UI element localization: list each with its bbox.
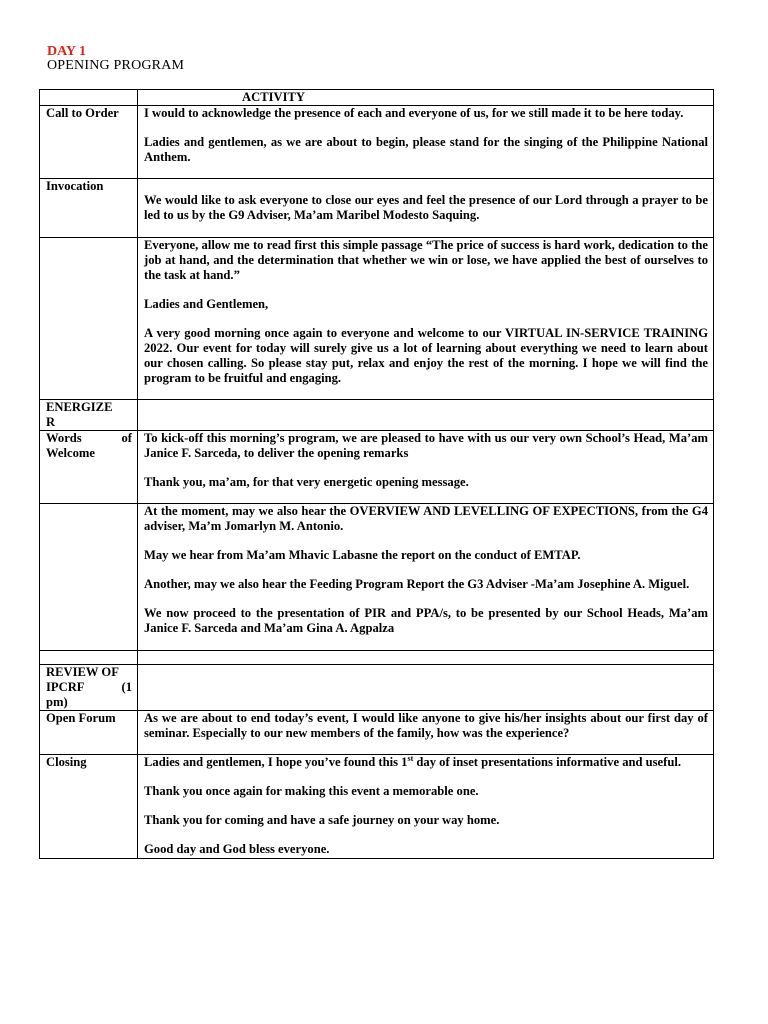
- table-row: [40, 106, 714, 179]
- table-row: [40, 665, 714, 711]
- activity-cell: [138, 238, 714, 400]
- segment-review-word2: (1: [121, 680, 132, 694]
- activity-paragraph: A very good morning once again to everyone and welcome to our VIRTUAL IN-SERVICE TRAINING 2022. Our event for today will surely give us a lot of learning about everything we need to learn about our chosen calling. So please stay put, relax and enjoy the rest of the morning. I hope we will find the program to be fruitful and engaging.: [144, 326, 708, 385]
- activity-cell: [138, 665, 714, 711]
- activity-cell: [138, 755, 714, 859]
- closing-text-before: Ladies and gentlemen, I hope you’ve found this 1: [144, 755, 408, 769]
- activity-paragraph: Another, may we also hear the Feeding Program Report the G3 Adviser -Ma’am Josephine A. Miguel.: [144, 577, 690, 591]
- segment-energizer: [40, 400, 138, 431]
- segment-review-line3: pm): [46, 695, 68, 709]
- day-label: DAY 1: [47, 44, 87, 59]
- segment-welcome-word1: Words: [46, 431, 82, 445]
- segment-review-of-ipcrf: [40, 665, 138, 711]
- program-title: OPENING PROGRAM: [47, 58, 185, 73]
- segment-welcome-line1: [46, 431, 132, 446]
- table-row: [40, 238, 714, 400]
- activity-paragraph: As we are about to end today’s event, I would like anyone to give his/her insights about our first day of seminar. Especially to our new members of the family, how was the experience?: [144, 711, 708, 740]
- activity-paragraph: At the moment, may we also hear the OVERVIEW AND LEVELLING OF EXPECTIONS, from the G4 adviser, Ma’m Jomarlyn M. Antonio.: [144, 504, 708, 533]
- activity-cell: [138, 400, 714, 431]
- activity-cell: [138, 504, 714, 651]
- activity-paragraph: I would to acknowledge the presence of each and everyone of us, for we still made it to be here today.: [144, 106, 684, 120]
- table-row: [40, 400, 714, 431]
- segment-empty: [40, 238, 138, 400]
- activity-header: ACTIVITY: [138, 90, 714, 106]
- table-header-row: [40, 90, 714, 106]
- activity-paragraph: Everyone, allow me to read first this simple passage “The price of success is hard work, dedication to the job at hand, and the determination that whether we win or lose, we have applied the best of ourselves to the task at hand.”: [144, 238, 708, 282]
- activity-paragraph: [144, 755, 708, 770]
- segment-review-line1: REVIEW OF: [46, 665, 119, 679]
- activity-cell: [138, 431, 714, 504]
- activity-paragraph: Thank you, ma’am, for that very energetic opening message.: [144, 475, 469, 489]
- segment-energizer-line1: ENERGIZE: [46, 400, 113, 414]
- activity-paragraph: Thank you once again for making this event a memorable one.: [144, 784, 479, 798]
- segment-energizer-line2: R: [46, 415, 56, 429]
- segment-welcome-line2: Welcome: [46, 446, 95, 460]
- activity-paragraph: May we hear from Ma’am Mhavic Labasne the report on the conduct of EMTAP.: [144, 548, 581, 562]
- segment-empty: [40, 504, 138, 651]
- activity-paragraph: Ladies and Gentlemen,: [144, 297, 269, 311]
- activity-paragraph: Ladies and gentlemen, as we are about to begin, please stand for the singing of the Philippine National Anthem.: [144, 135, 708, 164]
- table-row: [40, 431, 714, 504]
- program-table: [39, 89, 714, 859]
- table-row: [40, 179, 714, 238]
- activity-paragraph: To kick-off this morning’s program, we are pleased to have with us our very own School’s Head, Ma’am Janice F. Sarceda, to deliver the opening remarks: [144, 431, 708, 460]
- activity-paragraph: Good day and God bless everyone.: [144, 842, 330, 856]
- ordinal-suffix: st: [407, 754, 414, 763]
- segment-words-of-welcome: [40, 431, 138, 504]
- segment-empty: [40, 651, 138, 665]
- segment-open-forum: Open Forum: [40, 711, 138, 755]
- table-row: [40, 711, 714, 755]
- segment-review-line2: [46, 680, 132, 695]
- segment-welcome-word2: of: [121, 431, 132, 445]
- table-row: [40, 651, 714, 665]
- segment-invocation: Invocation: [40, 179, 138, 238]
- table-row: [40, 504, 714, 651]
- activity-paragraph: Thank you for coming and have a safe journey on your way home.: [144, 813, 500, 827]
- segment-closing: Closing: [40, 755, 138, 859]
- activity-cell: [138, 651, 714, 665]
- activity-paragraph: We now proceed to the presentation of PIR and PPA/s, to be presented by our School Heads, Ma’am Janice F. Sarceda and Ma’am Gina A. Agpalza: [144, 606, 708, 635]
- closing-text-after: day of inset presentations informative and useful.: [413, 755, 681, 769]
- activity-paragraph: We would like to ask everyone to close our eyes and feel the presence of our Lord through a prayer to be led to us by the G9 Adviser, Ma’am Maribel Modesto Saquing.: [144, 193, 708, 222]
- segment-call-to-order: Call to Order: [40, 106, 138, 179]
- segment-header-cell: [40, 90, 138, 106]
- activity-cell: [138, 179, 714, 238]
- segment-review-word1: IPCRF: [46, 680, 85, 694]
- table-row: [40, 755, 714, 859]
- activity-cell: [138, 711, 714, 755]
- activity-cell: [138, 106, 714, 179]
